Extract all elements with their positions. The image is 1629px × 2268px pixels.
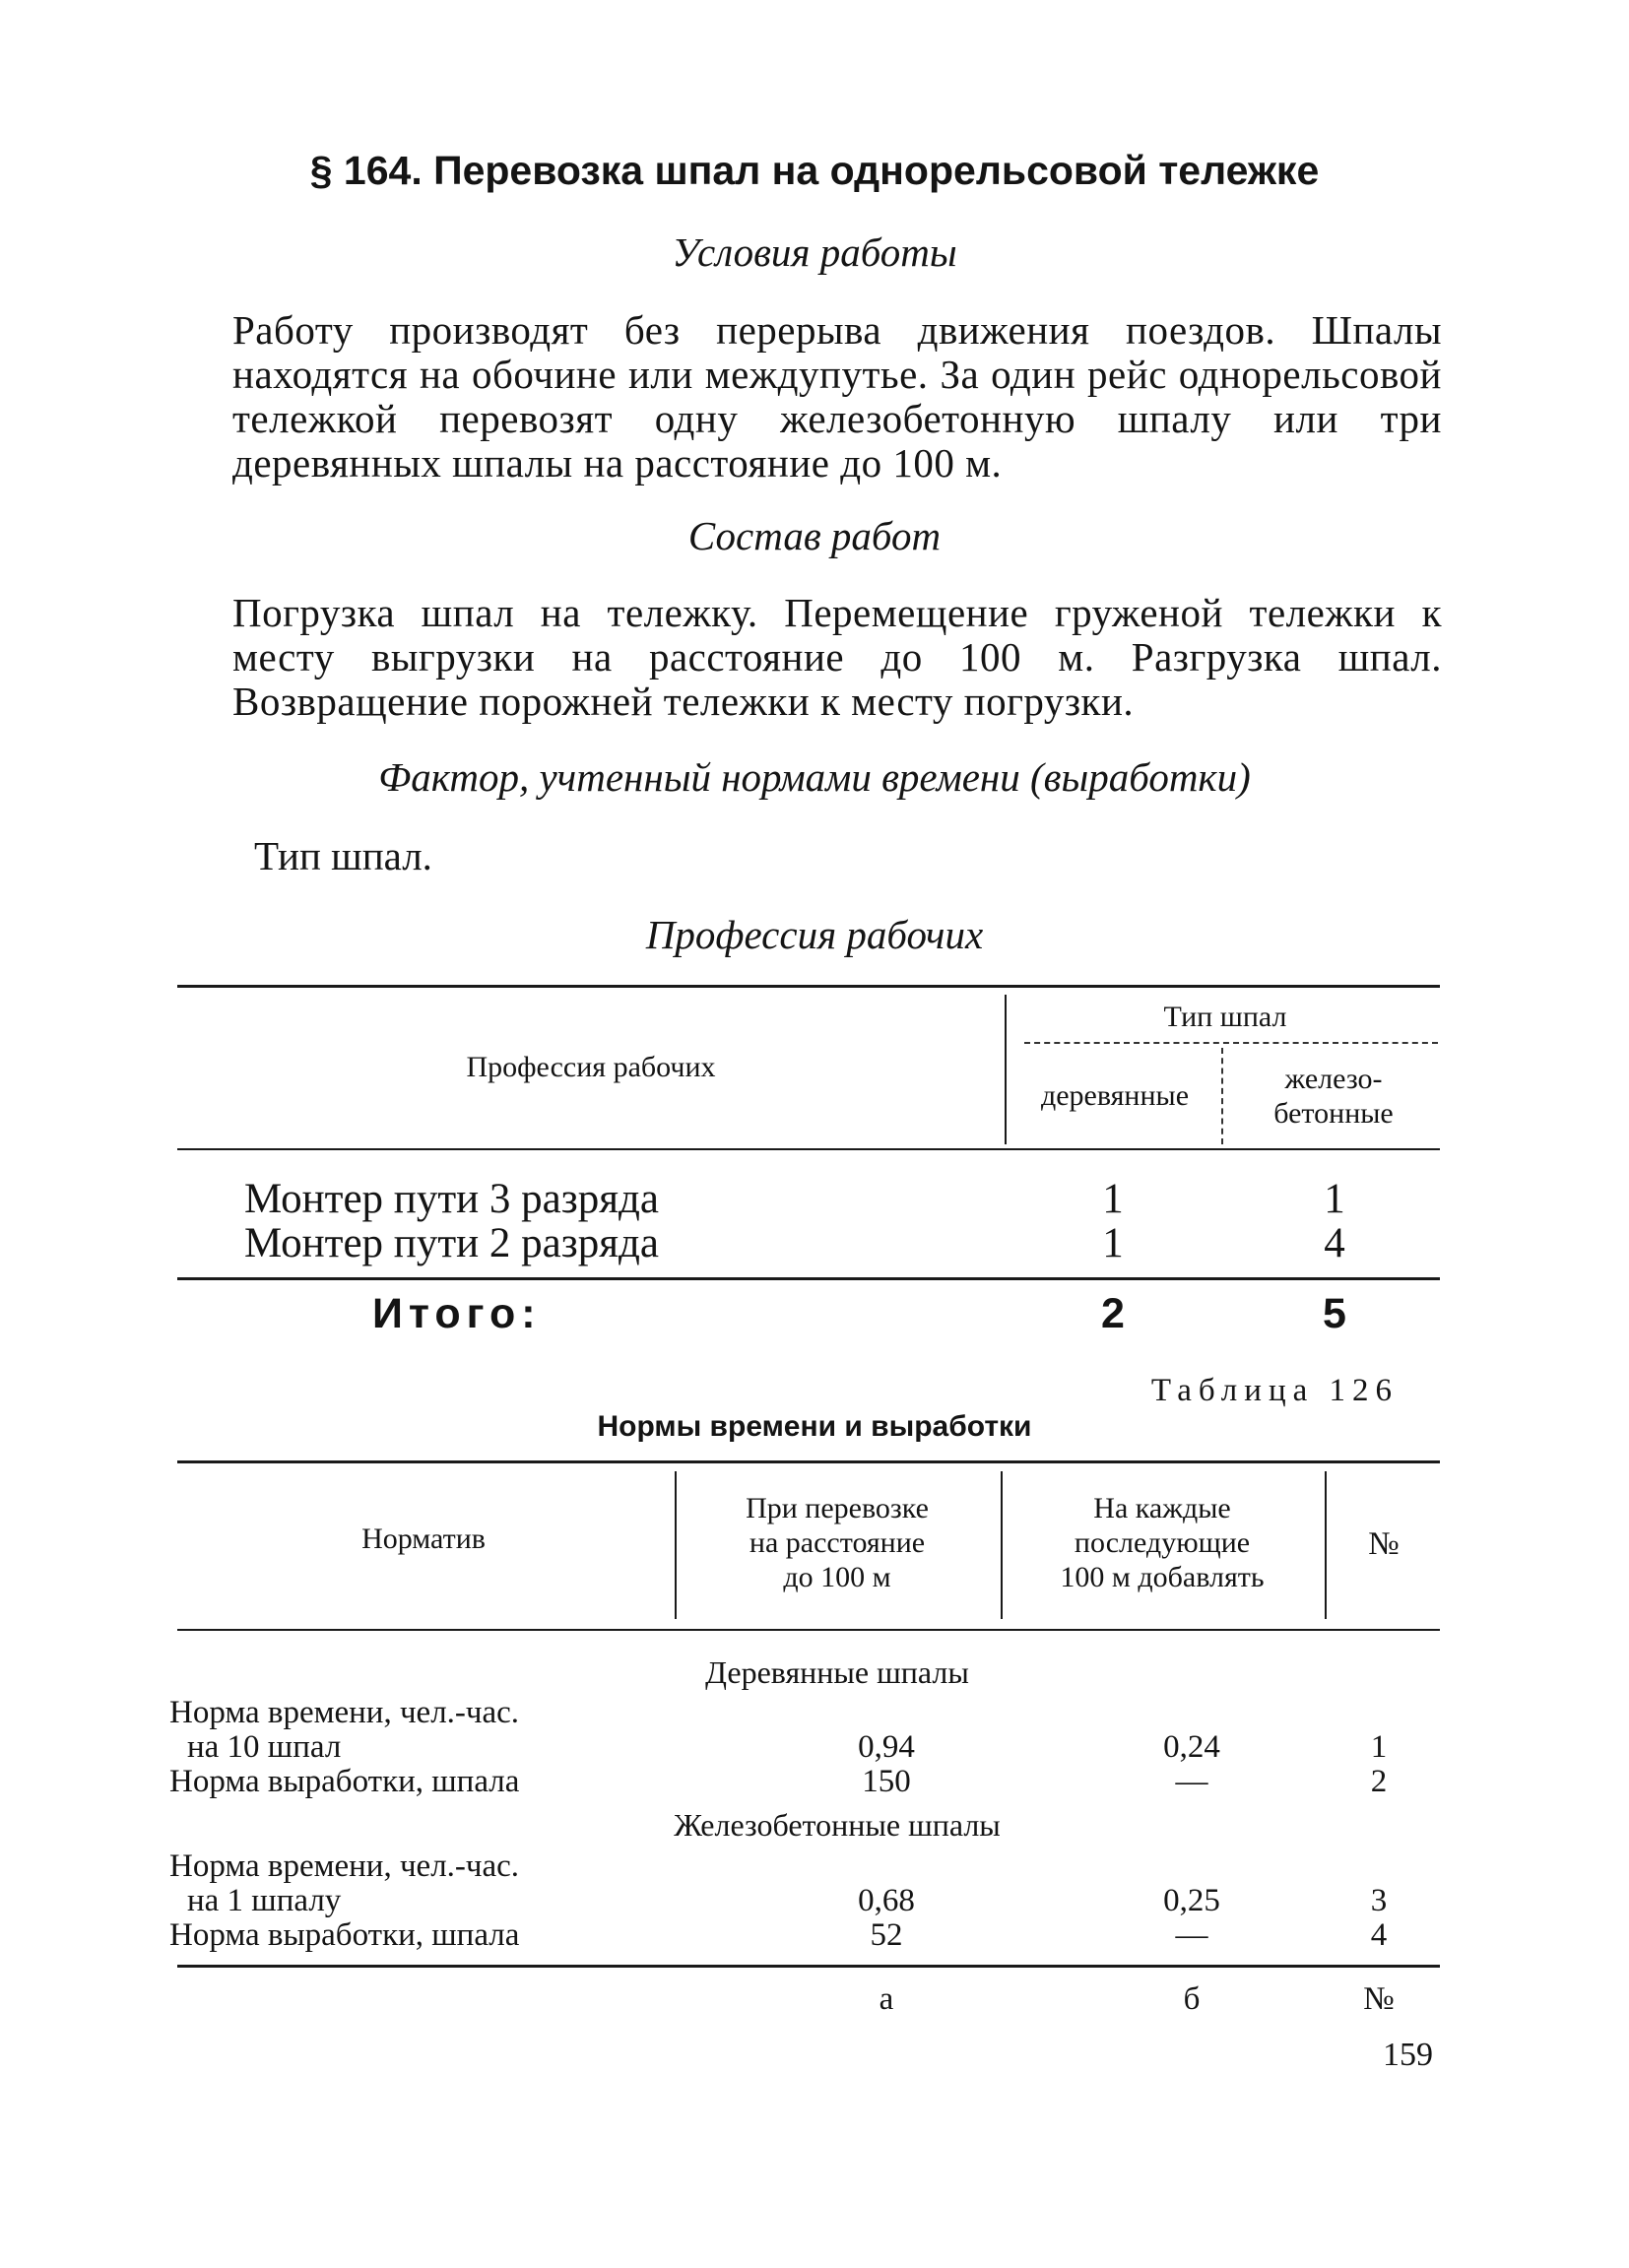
workers-header-divider	[1005, 995, 1007, 1144]
workers-row-concrete: 4	[1324, 1220, 1345, 1266]
norms-row-no: 4	[1370, 1917, 1388, 1953]
workers-total-concrete: 5	[1323, 1290, 1346, 1337]
workers-header-concrete-2: бетонные	[1273, 1097, 1394, 1130]
norms-row-label: Норма времени, чел.-час.	[169, 1695, 520, 1730]
norms-row-b: 0,24	[1163, 1729, 1220, 1765]
norms-row-label: Норма времени, чел.-час.	[169, 1848, 520, 1884]
workers-row-wooden: 1	[1102, 1220, 1124, 1266]
norms-header-divider-2	[1001, 1471, 1003, 1619]
norms-header-divider-1	[675, 1471, 677, 1619]
norms-row-a: 52	[870, 1917, 903, 1953]
norms-group-title: Деревянные шпалы	[705, 1654, 969, 1690]
workers-row-wooden: 1	[1102, 1176, 1124, 1222]
norms-group-title: Железобетонные шпалы	[674, 1807, 1001, 1843]
workers-total-rule	[177, 1277, 1440, 1280]
norms-header-divider-3	[1325, 1471, 1327, 1619]
norms-header-col-b-1: На каждые	[1093, 1492, 1231, 1524]
factor-heading: Фактор, учтенный нормами времени (выработки)	[378, 754, 1251, 800]
norms-row-label-cont: на 1 шпалу	[187, 1883, 342, 1918]
norms-header-col-b-2: последующие	[1074, 1526, 1251, 1559]
factor-text: Тип шпал.	[254, 833, 432, 878]
workers-row-profession: Монтер пути 2 разряда	[244, 1220, 659, 1266]
norms-row-no: 3	[1370, 1883, 1388, 1918]
norms-header-col-a-1: При перевозке	[746, 1492, 929, 1524]
workers-table-caption: Профессия рабочих	[645, 912, 984, 957]
workers-header-type: Тип шпал	[1163, 1001, 1287, 1033]
norms-header-bottom-rule	[177, 1629, 1440, 1631]
norms-row-label-cont: на 10 шпал	[187, 1729, 342, 1765]
composition-heading: Состав работ	[687, 513, 942, 558]
norms-table-top-rule	[177, 1460, 1440, 1463]
norms-header-col-a-3: до 100 м	[783, 1561, 891, 1593]
norms-footer-a: а	[879, 1981, 894, 2017]
norms-row-b: 0,25	[1163, 1883, 1220, 1918]
norms-footer-no: №	[1363, 1981, 1395, 2017]
norms-table-bottom-rule	[177, 1965, 1440, 1968]
workers-header-wooden: деревянные	[1040, 1079, 1190, 1112]
norms-row-b: —	[1175, 1917, 1208, 1953]
conditions-heading: Условия работы	[672, 229, 957, 275]
norms-row-a: 0,68	[858, 1883, 915, 1918]
page-number: 159	[1383, 2037, 1433, 2073]
workers-table-top-rule	[177, 985, 1440, 988]
norms-row-b: —	[1175, 1764, 1208, 1799]
norms-table-number: Таблица 126	[1150, 1373, 1399, 1408]
workers-row-concrete: 1	[1324, 1176, 1345, 1222]
norms-header-no: №	[1368, 1526, 1400, 1562]
norms-row-a: 150	[862, 1764, 911, 1799]
section-title: § 164. Перевозка шпал на однорельсовой тележке	[309, 148, 1320, 193]
norms-header-norm: Норматив	[361, 1523, 486, 1555]
norms-footer-b: б	[1183, 1981, 1201, 2017]
norms-header-col-b-3: 100 м добавлять	[1060, 1561, 1265, 1593]
conditions-text: Работу производят без перерыва движения поездов. Шпалы находятся на обочине или междупутье. За один рейс однорельсовой тележкой перевозят одну железобетонную шпалу или три деревянных шпалы на расстояние до 100 м.	[232, 307, 1442, 486]
workers-header-subdivider	[1221, 1048, 1223, 1144]
norms-row-label: Норма выработки, шпала	[169, 1764, 520, 1799]
workers-total-wooden: 2	[1101, 1290, 1125, 1337]
composition-text: Погрузка шпал на тележку. Перемещение груженой тележки к месту выгрузки на расстояние до 100 м. Разгрузка шпал. Возвращение порожней тележки к месту погрузки.	[232, 590, 1442, 724]
norms-row-a: 0,94	[858, 1729, 915, 1765]
norms-header-col-a-2: на расстояние	[749, 1526, 926, 1559]
workers-header-concrete-1: железо-	[1284, 1063, 1383, 1095]
norms-row-no: 2	[1370, 1764, 1388, 1799]
workers-header-profession: Профессия рабочих	[466, 1051, 716, 1083]
norms-row-label: Норма выработки, шпала	[169, 1917, 520, 1953]
workers-total-label: Итого:	[372, 1290, 542, 1337]
norms-table-title: Нормы времени и выработки	[597, 1410, 1032, 1443]
workers-row-profession: Монтер пути 3 разряда	[244, 1176, 659, 1222]
workers-header-type-rule	[1024, 1042, 1438, 1044]
norms-row-no: 1	[1370, 1729, 1388, 1765]
workers-header-bottom-rule	[177, 1148, 1440, 1150]
